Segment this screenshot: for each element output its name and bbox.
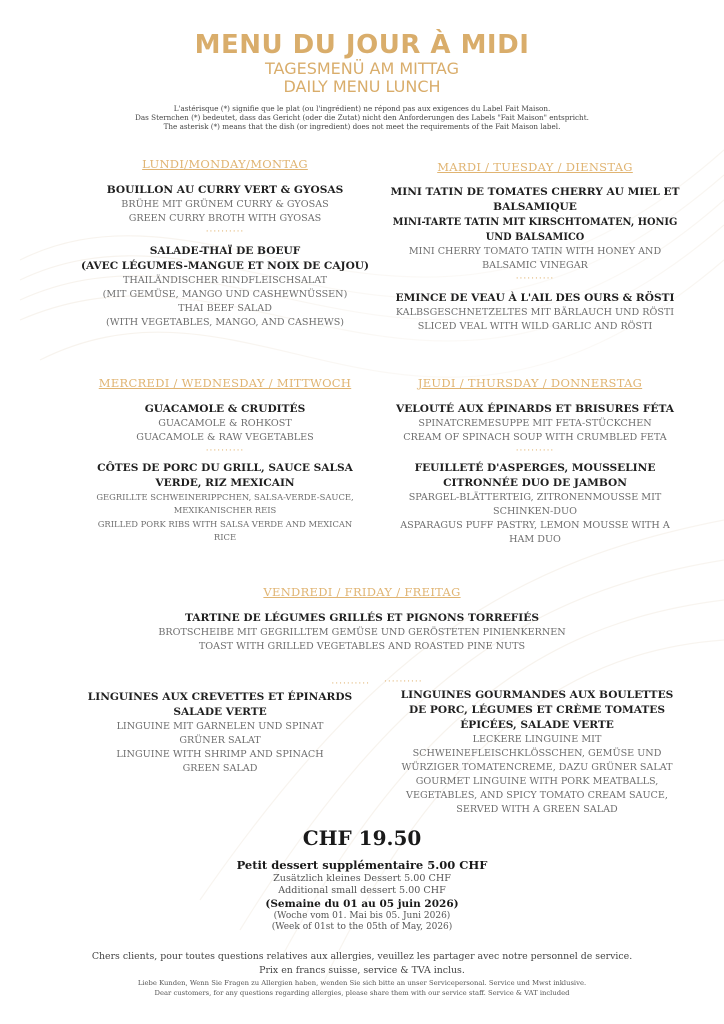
dish-separator: ··········	[515, 446, 555, 456]
dish-title: VELOUTÉ AUX ÉPINARDS ET BRISURES FÉTA	[395, 403, 675, 415]
note-de: Das Sternchen (*) bedeutet, dass das Gericht (oder die Zutat) nicht den Anforderungen des Labels "Fait Maison" entspricht.	[135, 113, 589, 122]
dish-de: KALBSGESCHNETZELTES MIT BÄRLAUCH UND RÖSTI	[395, 307, 675, 318]
dish-title: SALADE VERTE	[173, 706, 267, 718]
allergy-fr: Chers clients, pour toutes questions relatives aux allergies, veuillez les partager avec notre personnel de service.	[91, 951, 633, 962]
wednesday-dishes	[60, 402, 390, 543]
dish-de: MINI-TARTE TATIN MIT KIRSCHTOMATEN, HONIG	[392, 217, 678, 228]
dish-title: TARTINE DE LÉGUMES GRILLÉS ET PIGNONS TORREFIÉS	[185, 612, 539, 624]
dish-en: (WITH VEGETABLES, MANGO, AND CASHEWS)	[105, 317, 345, 328]
allergy-de: Liebe Kunden, Wenn Sie Fragen zu Allergien haben, wenden Sie sich bitte an unser Servicepersonal. Service und Mwst inklusive.	[137, 979, 587, 987]
dish-title: MINI TATIN DE TOMATES CHERRY AU MIEL ET	[390, 186, 680, 198]
dessert-en: Additional small dessert 5.00 CHF	[278, 885, 446, 896]
dish-en: BALSAMIC VINEGAR	[482, 260, 588, 271]
dish-en: LINGUINE WITH SHRIMP AND SPINACH	[116, 749, 324, 760]
dish-de: (MIT GEMÜSE, MANGO UND CASHEWNÜSSEN)	[102, 289, 348, 300]
dish-de: GUACAMOLE & ROHKOST	[158, 418, 292, 429]
dish-title: SALADE-THAÏ DE BOEUF	[149, 245, 301, 257]
friday-dish-2	[50, 678, 390, 776]
prices-note: Prix en francs suisse, service & TVA inclus.	[259, 965, 465, 976]
day-heading-wednesday: MERCREDI / WEDNESDAY / MITTWOCH	[98, 376, 352, 390]
day-heading-thursday: JEUDI / THURSDAY / DONNERSTAG	[417, 376, 643, 390]
dish-de: SPARGEL-BLÄTTERTEIG, ZITRONENMOUSSE MIT	[408, 492, 662, 503]
dish-separator: ··········	[205, 227, 245, 237]
dessert-and-week-info	[40, 858, 684, 933]
dish-separator: ··········	[515, 274, 555, 284]
dish-de: GRÜNER SALAT	[179, 735, 261, 746]
dish-de: BRÜHE MIT GRÜNEM CURRY & GYOSAS	[121, 199, 329, 210]
thursday-dishes	[365, 402, 705, 547]
dish-en: GRILLED PORK RIBS WITH SALSA VERDE AND MEXICAN	[97, 519, 353, 529]
dish-separator: ··········	[205, 446, 245, 456]
dish-en: ASPARAGUS PUFF PASTRY, LEMON MOUSSE WITH A	[400, 520, 670, 531]
dish-de: WÜRZIGER TOMATENCREME, DAZU GRÜNER SALAT	[401, 762, 673, 773]
dish-en: CREAM OF SPINACH SOUP WITH CRUMBLED FETA	[403, 432, 667, 443]
dish-de: LECKERE LINGUINE MIT	[472, 734, 602, 745]
dish-de: UND BALSAMICO	[485, 232, 585, 243]
dish-en: SERVED WITH A GREEN SALAD	[456, 804, 618, 815]
dish-de: MEXIKANISCHER REIS	[173, 504, 277, 515]
dish-en: VEGETABLES, AND SPICY TOMATO CREAM SAUCE,	[406, 790, 668, 801]
dish-de: LINGUINE MIT GARNELEN UND SPINAT	[116, 721, 324, 732]
fait-maison-note	[60, 104, 664, 131]
monday-dishes	[50, 183, 400, 330]
menu-subtitle-de: TAGESMENÜ AM MITTAG	[265, 59, 459, 78]
dish-title: ÉPICÉES, SALADE VERTE	[460, 719, 614, 731]
friday-dish-3	[372, 676, 702, 817]
dish-title: BOUILLON AU CURRY VERT & GYOSAS	[106, 184, 344, 196]
menu-price: CHF 19.50	[302, 826, 422, 850]
dessert-fr: Petit dessert supplémentaire 5.00 CHF	[236, 858, 488, 872]
allergy-info	[20, 950, 704, 998]
day-heading-friday: VENDREDI / FRIDAY / FREITAG	[263, 585, 461, 599]
note-fr: L'astérisque (*) signifie que le plat (ou l'ingrédient) ne répond pas aux exigences du Label Fait Maison.	[173, 104, 551, 113]
dish-en: RICE	[213, 531, 237, 542]
dish-en: HAM DUO	[509, 534, 561, 545]
dish-title: FEUILLETÉ D'ASPERGES, MOUSSELINE	[414, 462, 656, 474]
tuesday-dishes	[365, 185, 705, 334]
dish-title: (AVEC LÉGUMES-MANGUE ET NOIX DE CAJOU)	[80, 260, 370, 272]
dish-en: SLICED VEAL WITH WILD GARLIC AND RÖSTI	[417, 321, 653, 332]
dish-de: SCHINKEN-DUO	[493, 506, 577, 517]
dish-en: TOAST WITH GRILLED VEGETABLES AND ROASTED PINE NUTS	[198, 641, 526, 652]
dish-title: CÔTES DE PORC DU GRILL, SAUCE SALSA	[97, 462, 353, 474]
dish-de: SPINATCREMESUPPE MIT FETA-STÜCKCHEN	[418, 418, 652, 429]
dish-separator: ··········	[384, 677, 423, 687]
day-heading-monday: LUNDI/MONDAY/MONTAG	[142, 157, 308, 171]
dish-title: GUACAMOLE & CRUDITÉS	[144, 403, 306, 415]
dish-en: THAI BEEF SALAD	[178, 303, 272, 314]
day-heading-tuesday: MARDI / TUESDAY / DIENSTAG	[437, 160, 633, 174]
dessert-de: Zusätzlich kleines Dessert 5.00 CHF	[273, 873, 451, 884]
dish-title: DE PORC, LÉGUMES ET CRÈME TOMATES	[408, 704, 666, 716]
dish-title: LINGUINES AUX CREVETTES ET ÉPINARDS	[87, 691, 353, 703]
dish-de: BROTSCHEIBE MIT GEGRILLTEM GEMÜSE UND GERÖSTETEN PINIENKERNEN	[158, 627, 566, 638]
week-en: (Week of 01st to the 05th of May, 2026)	[271, 922, 453, 932]
dish-en: GUACAMOLE & RAW VEGETABLES	[136, 432, 314, 443]
week-fr: (Semaine du 01 au 05 juin 2026)	[265, 898, 459, 910]
menu-title: MENU DU JOUR À MIDI	[194, 30, 530, 60]
allergy-en: Dear customers, for any questions regarding allergies, please share them with our service staff. Service & VAT included	[154, 989, 570, 997]
dish-title: BALSAMIQUE	[493, 201, 577, 213]
dish-title: CITRONNÉE DUO DE JAMBON	[443, 477, 627, 489]
dish-en: GREEN CURRY BROTH WITH GYOSAS	[128, 213, 322, 224]
dish-separator: ··········	[331, 679, 370, 689]
dish-title: LINGUINES GOURMANDES AUX BOULETTES	[400, 689, 674, 701]
friday-dish-1	[80, 611, 644, 654]
week-de: (Woche vom 01. Mai bis 05. Juni 2026)	[273, 911, 451, 921]
dish-title: VERDE, RIZ MEXICAIN	[155, 477, 295, 489]
dish-en: MINI CHERRY TOMATO TATIN WITH HONEY AND	[408, 246, 662, 257]
dish-de: THAILÄNDISCHER RINDFLEISCHSALAT	[122, 275, 328, 286]
dish-en: GREEN SALAD	[182, 763, 258, 774]
menu-subtitle-en: DAILY MENU LUNCH	[283, 77, 441, 96]
dish-de: GEGRILLTE SCHWEINERIPPCHEN, SALSA-VERDE-SAUCE,	[96, 492, 354, 502]
note-en: The asterisk (*) means that the dish (or ingredient) does not meet the requirements of the Fait Maison label.	[163, 122, 561, 131]
dish-de: SCHWEINEFLEISCHKLÖSSCHEN, GEMÜSE UND	[412, 748, 662, 759]
dish-en: GOURMET LINGUINE WITH PORK MEATBALLS,	[415, 776, 659, 787]
dish-title: EMINCE DE VEAU À L'AIL DES OURS & RÖSTI	[395, 292, 675, 304]
